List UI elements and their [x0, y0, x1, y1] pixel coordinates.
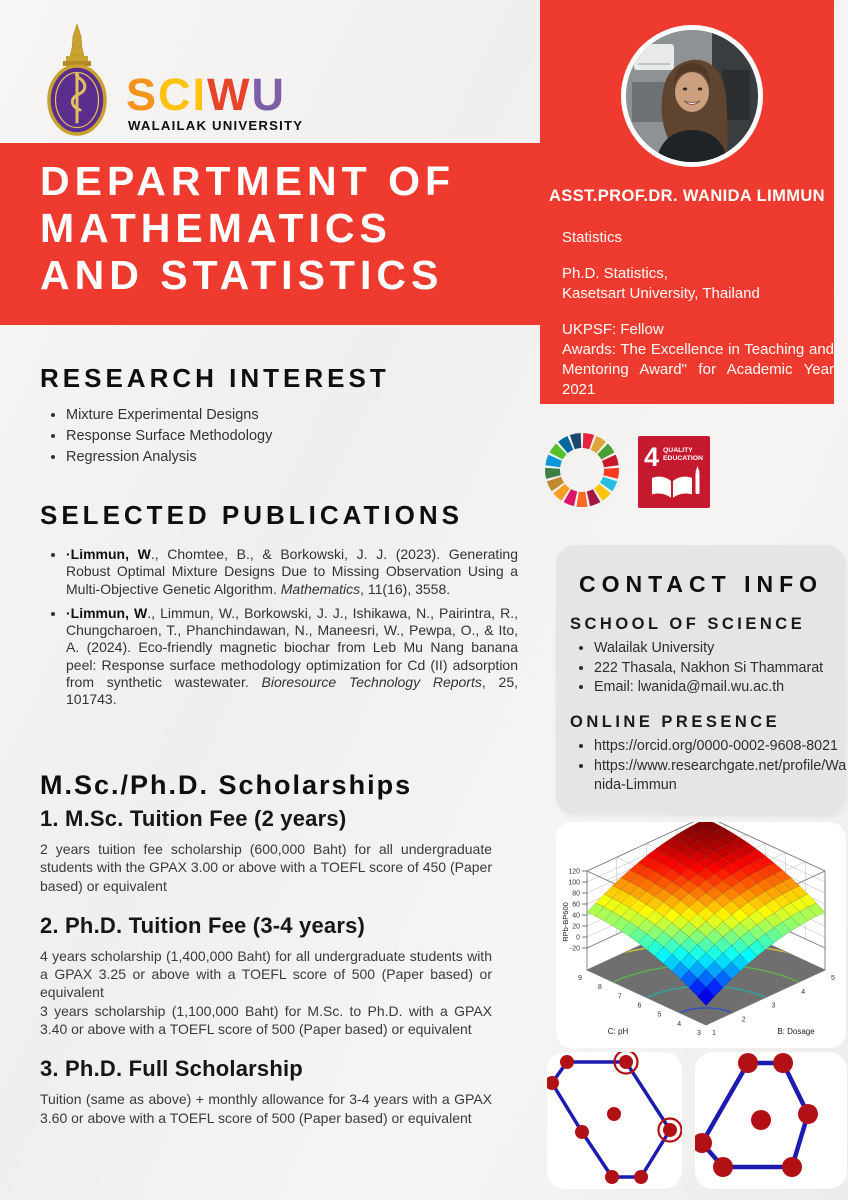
z-axis-title: RPb-BP600	[561, 902, 570, 942]
hexagon-design-card-right	[695, 1052, 847, 1189]
profile-link[interactable]: • https://www.researchgate.net/profile/Wanida-Limmun	[594, 757, 848, 796]
sciwu-letter: I	[192, 69, 208, 120]
dosage-tick-label: 4	[801, 988, 806, 996]
ph-tick-label: 4	[677, 1020, 682, 1028]
publication-item	[66, 546, 518, 598]
research-topic: • Mixture Experimental Designs	[66, 406, 486, 425]
sciwu-letter: S	[126, 69, 159, 120]
sciwu-letter: C	[158, 69, 193, 120]
publication-text: ·Limmun, W	[66, 604, 148, 621]
department-title: DEPARTMENT OF MATHEMATICS AND STATISTICS	[40, 158, 456, 298]
publication-text: ., Chomtee, B., & Borkowski, J. J. (2023). Generating Robust Optimal Mixture Designs Due to Missing Observation Using a Multi-Objective Genetic Algorithm.	[66, 546, 518, 597]
hexagon-design-card-left	[547, 1052, 682, 1189]
ph-tick-label: 8	[597, 984, 602, 992]
design-point	[663, 1123, 677, 1137]
z-tick-label: 80	[572, 890, 580, 898]
design-point	[605, 1170, 619, 1184]
online-presence-list	[574, 737, 848, 796]
walailak-crest-icon	[46, 22, 108, 136]
publications-title: SELECTED PUBLICATIONS	[40, 500, 463, 530]
mixture-design-hexagon-right	[695, 1052, 847, 1189]
contact-line: • Walailak University	[594, 639, 848, 659]
scholarship-paragraph: Tuition (same as above) + monthly allowance for 3-4 years with a GPAX 3.60 or above with a TOEFL score of 500 (Paper based) or equivalent	[40, 1091, 492, 1126]
scholarship-section	[40, 1056, 492, 1127]
profile-link[interactable]: • https://orcid.org/0000-0002-9608-8021	[594, 737, 848, 757]
ph-tick-label: 9	[578, 975, 582, 982]
publication-text: Bioresource Technology Reports	[261, 674, 482, 691]
ph-tick-label: 5	[657, 1011, 662, 1019]
profile-degree-line1: Ph.D. Statistics,	[562, 265, 668, 282]
sdg4-label-line2: EDUCATION	[663, 455, 703, 462]
publication-text: ·Limmun, W	[66, 546, 151, 562]
publication-text: , 25, 101743.	[66, 674, 518, 708]
response-surface-3d-plot	[556, 822, 846, 1048]
sdg-wheel-icon	[544, 432, 620, 508]
school-contact-list	[574, 639, 848, 698]
sciwu-wordmark	[126, 69, 287, 120]
design-point	[773, 1053, 793, 1073]
scholarship-section	[40, 913, 492, 1038]
design-point	[619, 1055, 633, 1069]
scholarships-title: M.Sc./Ph.D. Scholarships	[40, 770, 413, 800]
sdg4-label-line1: QUALITY	[663, 447, 693, 454]
contact-line: • 222 Thasala, Nakhon Si Thammarat	[594, 659, 848, 679]
ph-tick-label: 3	[697, 1030, 701, 1037]
mixture-design-hexagon-left	[547, 1052, 682, 1189]
design-point	[738, 1053, 758, 1073]
research-interest-list	[46, 406, 486, 470]
university-name: WALAILAK UNIVERSITY	[128, 118, 304, 133]
design-point	[575, 1125, 589, 1139]
title-banner	[0, 143, 547, 325]
profile-ukpsf: UKPSF: Fellow	[562, 321, 664, 338]
scholarship-paragraph: 3 years scholarship (1,100,000 Baht) for M.Sc. to Ph.D. with a GPAX 3.40 or above with a TOEFL score of 500 (Paper based) or equivalent	[40, 1002, 492, 1038]
scholarships-sections	[40, 806, 492, 1145]
design-point	[751, 1110, 771, 1130]
sdg-wheel-segment	[603, 468, 619, 479]
scholarship-heading: 1. M.Sc. Tuition Fee (2 years)	[40, 806, 347, 831]
research-topic: • Regression Analysis	[66, 448, 486, 467]
contact-line: • Email: lwanida@mail.wu.ac.th	[594, 678, 848, 698]
research-interest-title: RESEARCH INTEREST	[40, 363, 390, 393]
z-tick-label: 100	[568, 879, 580, 887]
surface-plot-card	[556, 822, 846, 1048]
profile-info	[562, 228, 834, 400]
profile-awards: Awards: The Excellence in Teaching and Mentoring Award" for Academic Year 2021	[562, 341, 834, 398]
publication-item	[66, 605, 518, 709]
design-point	[798, 1104, 818, 1124]
z-tick-label: 120	[568, 868, 580, 876]
dosage-tick-label: 1	[712, 1030, 716, 1037]
contact-card	[556, 545, 846, 815]
z-tick-label: 20	[572, 923, 580, 931]
contact-info-title: CONTACT INFO	[578, 571, 824, 597]
school-of-science-title: SCHOOL OF SCIENCE	[570, 615, 806, 633]
profile-field: Statistics	[562, 229, 623, 246]
z-tick-label: 0	[576, 934, 580, 942]
ph-tick-label: 7	[617, 993, 622, 1001]
portrait-photo-illustration	[626, 30, 758, 162]
profile-photo	[621, 25, 763, 167]
sciwu-letter: W	[207, 69, 252, 120]
z-axis	[568, 869, 587, 953]
sdg4-quality-education-icon	[638, 436, 710, 508]
y-axis-title: B: Dosage	[777, 1027, 815, 1036]
design-point	[782, 1157, 802, 1177]
publication-text: ., Limmun, W., Borkowski, J. J., Ishikawa, N., Pairintra, R., Chungcharoen, T., Phanchindawan, N., Maneesri, W., Pewpa, O., & Ito, A. (2024). Eco-friendly magnetic biochar from Leb Mu Nang banana peel: Response surface methodology optimization for Cd (II) adsorption from synthetic wastewater.	[66, 604, 518, 691]
dosage-tick-label: 2	[741, 1016, 746, 1024]
dosage-tick-label: 3	[771, 1002, 776, 1010]
online-presence-title: ONLINE PRESENCE	[570, 713, 781, 731]
z-tick-label: 60	[572, 901, 580, 909]
scholarship-heading: 3. Ph.D. Full Scholarship	[40, 1056, 303, 1082]
design-point	[607, 1107, 621, 1121]
publications-list	[46, 546, 518, 716]
ph-tick-label: 6	[637, 1002, 642, 1010]
publication-text: Mathematics	[280, 580, 361, 597]
design-point	[560, 1055, 574, 1069]
design-point	[713, 1157, 733, 1177]
profile-degree-line2: Kasetsart University, Thailand	[562, 285, 760, 302]
sdg4-number: 4	[644, 442, 660, 472]
research-topic: • Response Surface Methodology	[66, 427, 486, 446]
sdg-wheel-segment	[545, 468, 561, 479]
design-point	[634, 1170, 648, 1184]
sdg-wheel-segment	[576, 492, 587, 507]
scholarship-paragraph: 4 years scholarship (1,400,000 Baht) for all undergraduate students with a GPAX 3.25 or above with a TOEFL score of 500 (Paper based) or equivalent	[40, 947, 492, 1001]
profile-name: ASST.PROF.DR. WANIDA LIMMUN	[548, 187, 826, 205]
z-tick-label: -20	[569, 945, 580, 953]
sciwu-letter: U	[251, 69, 287, 120]
scholarship-paragraph: 2 years tuition fee scholarship (600,000 Baht) for all undergraduate students with the GPAX 3.00 or above with a TOEFL score of 450 (Paper based) or equivalent	[40, 841, 492, 894]
x-axis-title: C: pH	[607, 1027, 629, 1036]
scholarship-heading: 2. Ph.D. Tuition Fee (3-4 years)	[40, 912, 366, 938]
dosage-tick-label: 5	[831, 975, 835, 982]
scholarship-section	[40, 806, 492, 895]
z-tick-label: 40	[572, 912, 580, 920]
publication-text: , 11(16), 3558.	[360, 580, 451, 597]
